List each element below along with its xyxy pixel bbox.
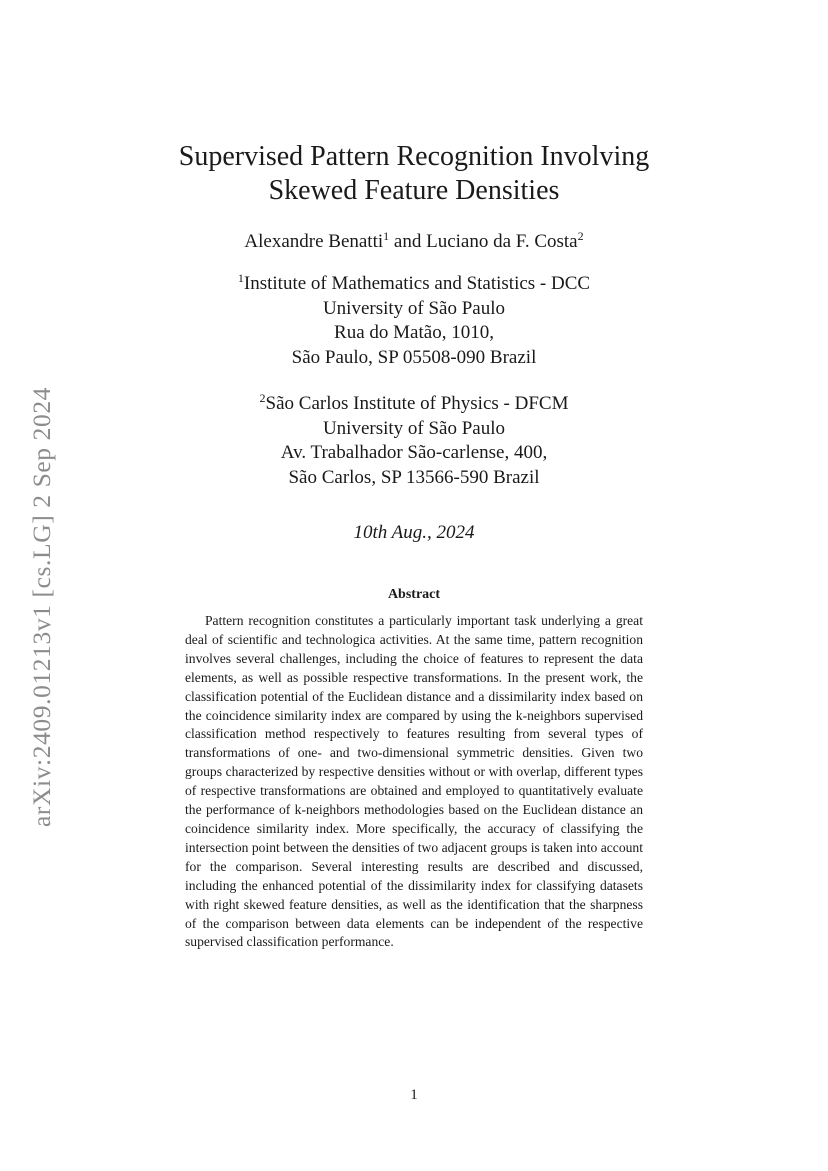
affiliation-line: São Paulo, SP 05508-090 Brazil [291,346,537,368]
arxiv-identifier-text: arXiv:2409.01213v1 [cs.LG] 2 Sep 2024 [27,386,56,828]
affiliation-block [140,392,688,490]
affiliation-block [140,272,688,370]
title-line: Skewed Feature Densities [268,175,560,206]
affiliation-line: Rua do Matão, 1010, [334,322,494,343]
author-list [140,230,688,254]
title-line: Supervised Pattern Recognition Involving [178,141,650,172]
affiliation-mark: 1 [237,271,244,285]
affiliation-mark: 1 [383,229,390,243]
affiliation-line [140,392,688,417]
affiliation-institute: São Carlos Institute of Physics - DFCM [265,393,569,414]
paper-title [150,140,678,208]
affiliation-line: University of São Paulo [322,297,506,319]
affiliation-line: São Carlos, SP 13566-590 Brazil [288,466,540,488]
affiliation-institute: Institute of Mathematics and Statistics - DCC [243,273,591,294]
abstract-text: Pattern recognition constitutes a particularly important task underlying a great deal of scientific and technologica activities. At the same time, pattern recognition involves several challenges, including the choice of features to represent the data elements, as well as possible respective transformations. In the present work, the classification potential of the Euclidean distance and a dissimilarity index based on the coincidence similarity index are compared by using the k-neighbors supervised classification method respectively to features resulting from several types of transformations of one- and two-dimensional symmetric densities. Given two groups characterized by respective densities without or with overlap, different types of respective transformations are obtained and employed to quantitatively evaluate the performance of k-neighbors methodologies based on the Euclidean distance an coincidence similarity index. More specifically, the accuracy of classifying the intersection point between the densities of two adjacent groups is taken into account for the comparison. Several interesting results are described and discussed, including the enhanced potential of the dissimilarity index for classifying datasets with right skewed feature densities, as well as the identification that the sharpness of the comparison between data elements can be independent of the respective supervised classification performance. [185,613,643,950]
author-conjunction: and [389,231,427,252]
abstract-heading: Abstract [387,587,441,602]
affiliation-mark: 2 [259,391,266,405]
affiliation-line: Av. Trabalhador São-carlense, 400, [280,442,548,463]
affiliation-mark: 2 [577,229,584,243]
affiliation-line [140,272,688,297]
author-name: Alexandre Benatti [244,231,384,252]
page-number: 1 [410,1087,418,1103]
affiliation-line: University of São Paulo [322,417,506,439]
arxiv-identifier-stamp [22,372,62,842]
paper-date: 10th Aug., 2024 [353,522,475,543]
author-name: Luciano da F. Costa [426,231,578,252]
